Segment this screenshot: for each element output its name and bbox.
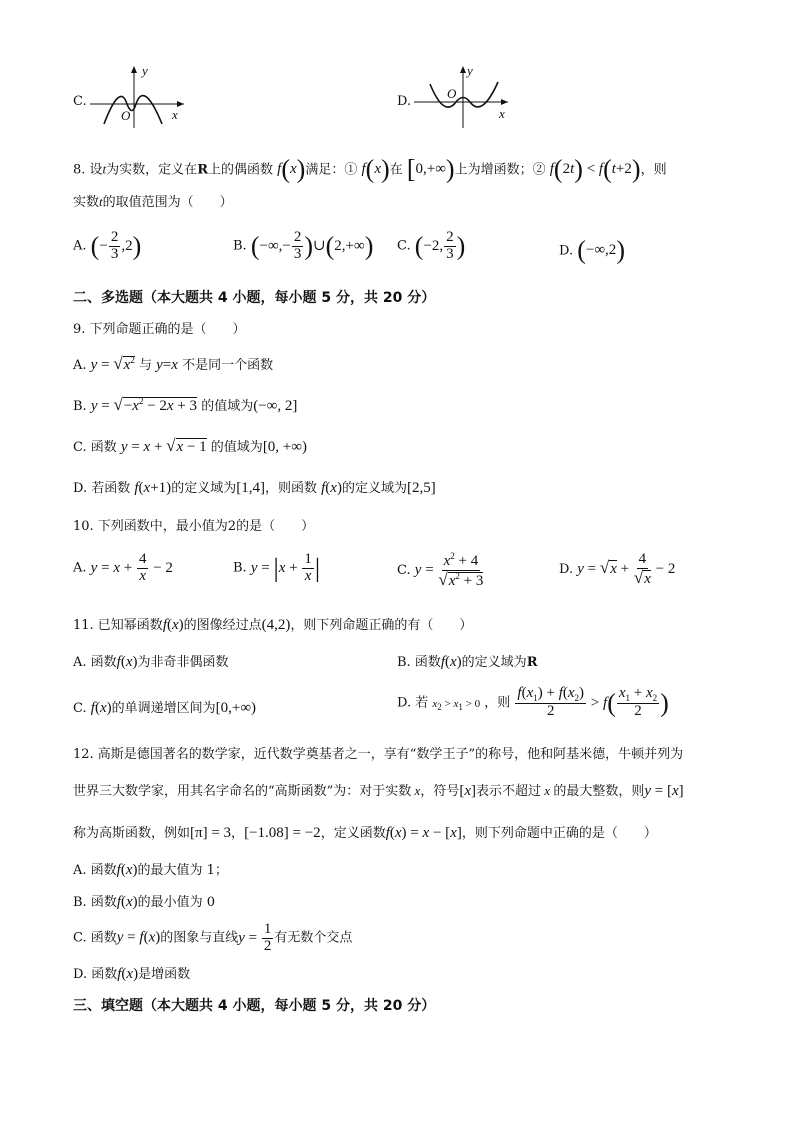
q9-option-c: C. 函数 y = x + √x − 1 的值域为[0, +∞) <box>73 436 307 455</box>
q11-stem: 11. 已知幂函数f(x)的图像经过点(4,2)，则下列命题正确的有（ ） <box>73 617 473 633</box>
q10-option-a: A. y = x + $\frac{4}{x}$ − 2 <box>73 551 173 584</box>
q12-option-d: D. 函数f(x)是增函数 <box>73 966 191 982</box>
q8-line2: 实数t的取值范围为（ ） <box>73 194 233 210</box>
q12-line3: 称为高斯函数，例如[π] = 3，[−1.08] = −2，定义函数f(x) = x − [x]，则下列命题中正确的是（ ） <box>73 825 657 841</box>
q11-option-a: A. 函数f(x)为非奇非偶函数 <box>73 654 229 670</box>
q12-option-a: A. 函数f(x)的最大值为 1； <box>73 862 228 878</box>
q11-option-d: D. 若 $x_2 > x_1 > 0$ ，则 $\frac{f(x_1) + f(x_2)}{2}$ > f( $\frac{x_1 + x_2}{2}$ ) <box>397 685 669 720</box>
q7-c-y-label: y <box>142 63 148 78</box>
q8-option-b: B. (−∞,− $\frac{2}{3}$ )∪(2,+∞) <box>233 229 374 262</box>
q11-option-b: B. 函数f(x)的定义域为R <box>397 654 538 670</box>
q12-option-b: B. 函数f(x)的最小值为 0 <box>73 894 216 910</box>
q7-d-x-label: x <box>499 106 505 121</box>
q11-option-c: C. f(x)的单调递增区间为[0,+∞) <box>73 700 257 716</box>
q7-c-origin-label: O <box>121 108 131 123</box>
q9-option-a: A. $y = √x^2$ 与 y=x 不是同一个函数 <box>73 354 274 373</box>
q10-option-b: B. y = |x + $\frac{1}{x}$ | <box>233 551 321 584</box>
q8-line1: 8. 设t为实数，定义在R上的偶函数 f(x)满足：① f(x)在 [0,+∞)上为增函数；② f(2t) < f(t+2)，则 <box>73 155 667 184</box>
q7-c-x-label: x <box>172 107 178 122</box>
q12-line1: 12. 高斯是德国著名的数学家，近代数学奠基者之一，享有“数学王子”的称号，他和阿基米德，牛顿并列为 <box>73 747 684 762</box>
q10-option-c: C. y = $\frac{x^2 + 4}{√x^2 + 3}$ <box>397 551 484 589</box>
section-3-heading: 三、填空题（本大题共 4 小题，每小题 5 分，共 20 分） <box>73 998 436 1014</box>
q8-option-a: A. (− $\frac{2}{3}$ ,2) <box>73 229 142 262</box>
q7-d-y-label: y <box>467 63 473 78</box>
q7-d-origin-label: O <box>447 86 457 101</box>
q9-stem: 9. 下列命题正确的是（ ） <box>73 322 246 337</box>
q10-option-d: D. y = √x + $\frac{4}{√x}$ − 2 <box>559 551 676 587</box>
q8-option-c: C. (−2, $\frac{2}{3}$ ) <box>397 229 466 262</box>
q12-line2: 世界三大数学家，用其名字命名的“高斯函数”为：对于实数 x，符号[x]表示不超过 x 的最大整数，则y = [x] <box>73 783 684 799</box>
q12-option-c: C. 函数y = f(x)的图象与直线y = $\frac{1}{2}$ 有无数个交点 <box>73 921 353 954</box>
q9-option-b: B. $y = √-x^2 - 2x + 3$ 的值域为(−∞, 2] <box>73 395 298 414</box>
section-2-heading: 二、多选题（本大题共 4 小题，每小题 5 分，共 20 分） <box>73 290 436 306</box>
q7-option-d-label: D. <box>397 94 412 109</box>
q9-option-d: D. 若函数 f(x+1)的定义域为[1,4]，则函数 f(x)的定义域为[2,5] <box>73 480 436 496</box>
q7-option-c-label: C. <box>73 94 87 109</box>
q10-stem: 10. 下列函数中，最小值为2的是（ ） <box>73 519 315 534</box>
q8-option-d: D. (−∞,2) <box>559 236 625 265</box>
